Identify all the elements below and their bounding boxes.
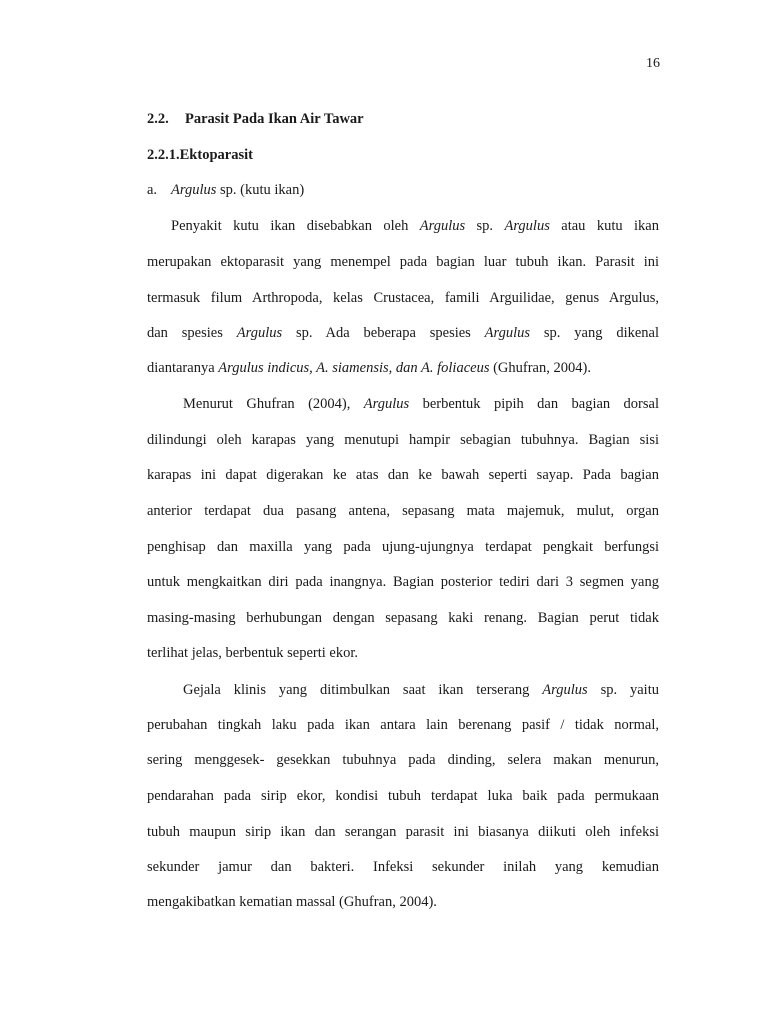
page-number: 16 — [646, 56, 660, 71]
paragraph-3-line-1 — [183, 681, 659, 699]
paragraph-3-line-4: pendarahan pada sirip ekor, kondisi tubuh terdapat luka baik pada permukaan — [147, 788, 659, 804]
citation: (Ghufran, 2004). — [489, 360, 591, 376]
text-run: sp. yaitu — [587, 682, 659, 698]
text-run: dan spesies — [147, 325, 237, 341]
genus-name: Argulus — [171, 182, 217, 198]
text-run: Penyakit kutu ikan disebabkan oleh — [171, 218, 420, 234]
section-heading — [147, 110, 659, 128]
paragraph-3-line-2: perubahan tingkah laku pada ikan antara lain berenang pasif / tidak normal, — [147, 717, 659, 733]
genus-name: Argulus — [419, 218, 466, 234]
paragraph-2-line-4: anterior terdapat dua pasang antena, sepasang mata majemuk, mulut, organ — [147, 503, 659, 519]
paragraph-2-line-1 — [183, 395, 659, 413]
text-run: Menurut Ghufran (2004), — [183, 396, 364, 412]
paragraph-3-line-3: sering menggesek- gesekkan tubuhnya pada dinding, selera makan menurun, — [147, 752, 659, 768]
species-names: Argulus indicus, A. siamensis, dan A. foliaceus — [218, 360, 490, 376]
section-title: Parasit Pada Ikan Air Tawar — [185, 111, 364, 127]
genus-name: Argulus — [542, 682, 588, 698]
text-run: sp. yang dikenal — [530, 325, 660, 341]
genus-name: Argulus — [504, 218, 550, 234]
subsection-heading: 2.2.1.Ektoparasit — [147, 147, 253, 163]
paragraph-3-line-5: tubuh maupun sirip ikan dan serangan parasit ini biasanya diikuti oleh infeksi — [147, 824, 659, 840]
paragraph-3-line-6: sekunder jamur dan bakteri. Infeksi sekunder inilah yang kemudian — [147, 859, 659, 875]
text-run: sp. — [465, 218, 505, 234]
paragraph-2-line-2: dilindungi oleh karapas yang menutupi hampir sebagian tubuhnya. Bagian sisi — [147, 432, 659, 448]
genus-name: Argulus — [484, 325, 531, 341]
text-run: diantaranya — [147, 360, 219, 376]
text-run: Gejala klinis yang ditimbulkan saat ikan terserang — [183, 682, 543, 698]
text-run: sp. Ada beberapa spesies — [282, 325, 485, 341]
paragraph-3-line-7: mengakibatkan kematian massal (Ghufran, 2004). — [147, 894, 437, 910]
paragraph-1-line-4 — [147, 324, 659, 342]
text-run: berbentuk pipih dan bagian dorsal — [409, 396, 659, 412]
paragraph-2-line-3: karapas ini dapat digerakan ke atas dan ke bawah seperti sayap. Pada bagian — [147, 467, 659, 483]
section-number: 2.2. — [147, 111, 169, 127]
list-item-a — [147, 181, 659, 199]
paragraph-2-line-7: masing-masing berhubungan dengan sepasang kaki renang. Bagian perut tidak — [147, 610, 659, 626]
list-item-label: a. — [147, 182, 158, 198]
list-item-text: sp. (kutu ikan) — [216, 182, 305, 198]
paragraph-2-line-8: terlihat jelas, berbentuk seperti ekor. — [147, 645, 358, 661]
paragraph-1-line-1 — [171, 217, 659, 235]
genus-name: Argulus — [363, 396, 410, 412]
paragraph-2-line-5: penghisap dan maxilla yang pada ujung-ujungnya terdapat pengkait berfungsi — [147, 539, 659, 555]
genus-name: Argulus — [236, 325, 283, 341]
text-run: atau kutu ikan — [549, 218, 659, 234]
paragraph-1-line-5 — [147, 359, 659, 377]
paragraph-1-line-3: termasuk filum Arthropoda, kelas Crustacea, famili Arguilidae, genus Argulus, — [147, 290, 659, 306]
paragraph-1-line-2: merupakan ektoparasit yang menempel pada bagian luar tubuh ikan. Parasit ini — [147, 254, 659, 270]
paragraph-2-line-6: untuk mengkaitkan diri pada inangnya. Bagian posterior tediri dari 3 segmen yang — [147, 574, 659, 590]
